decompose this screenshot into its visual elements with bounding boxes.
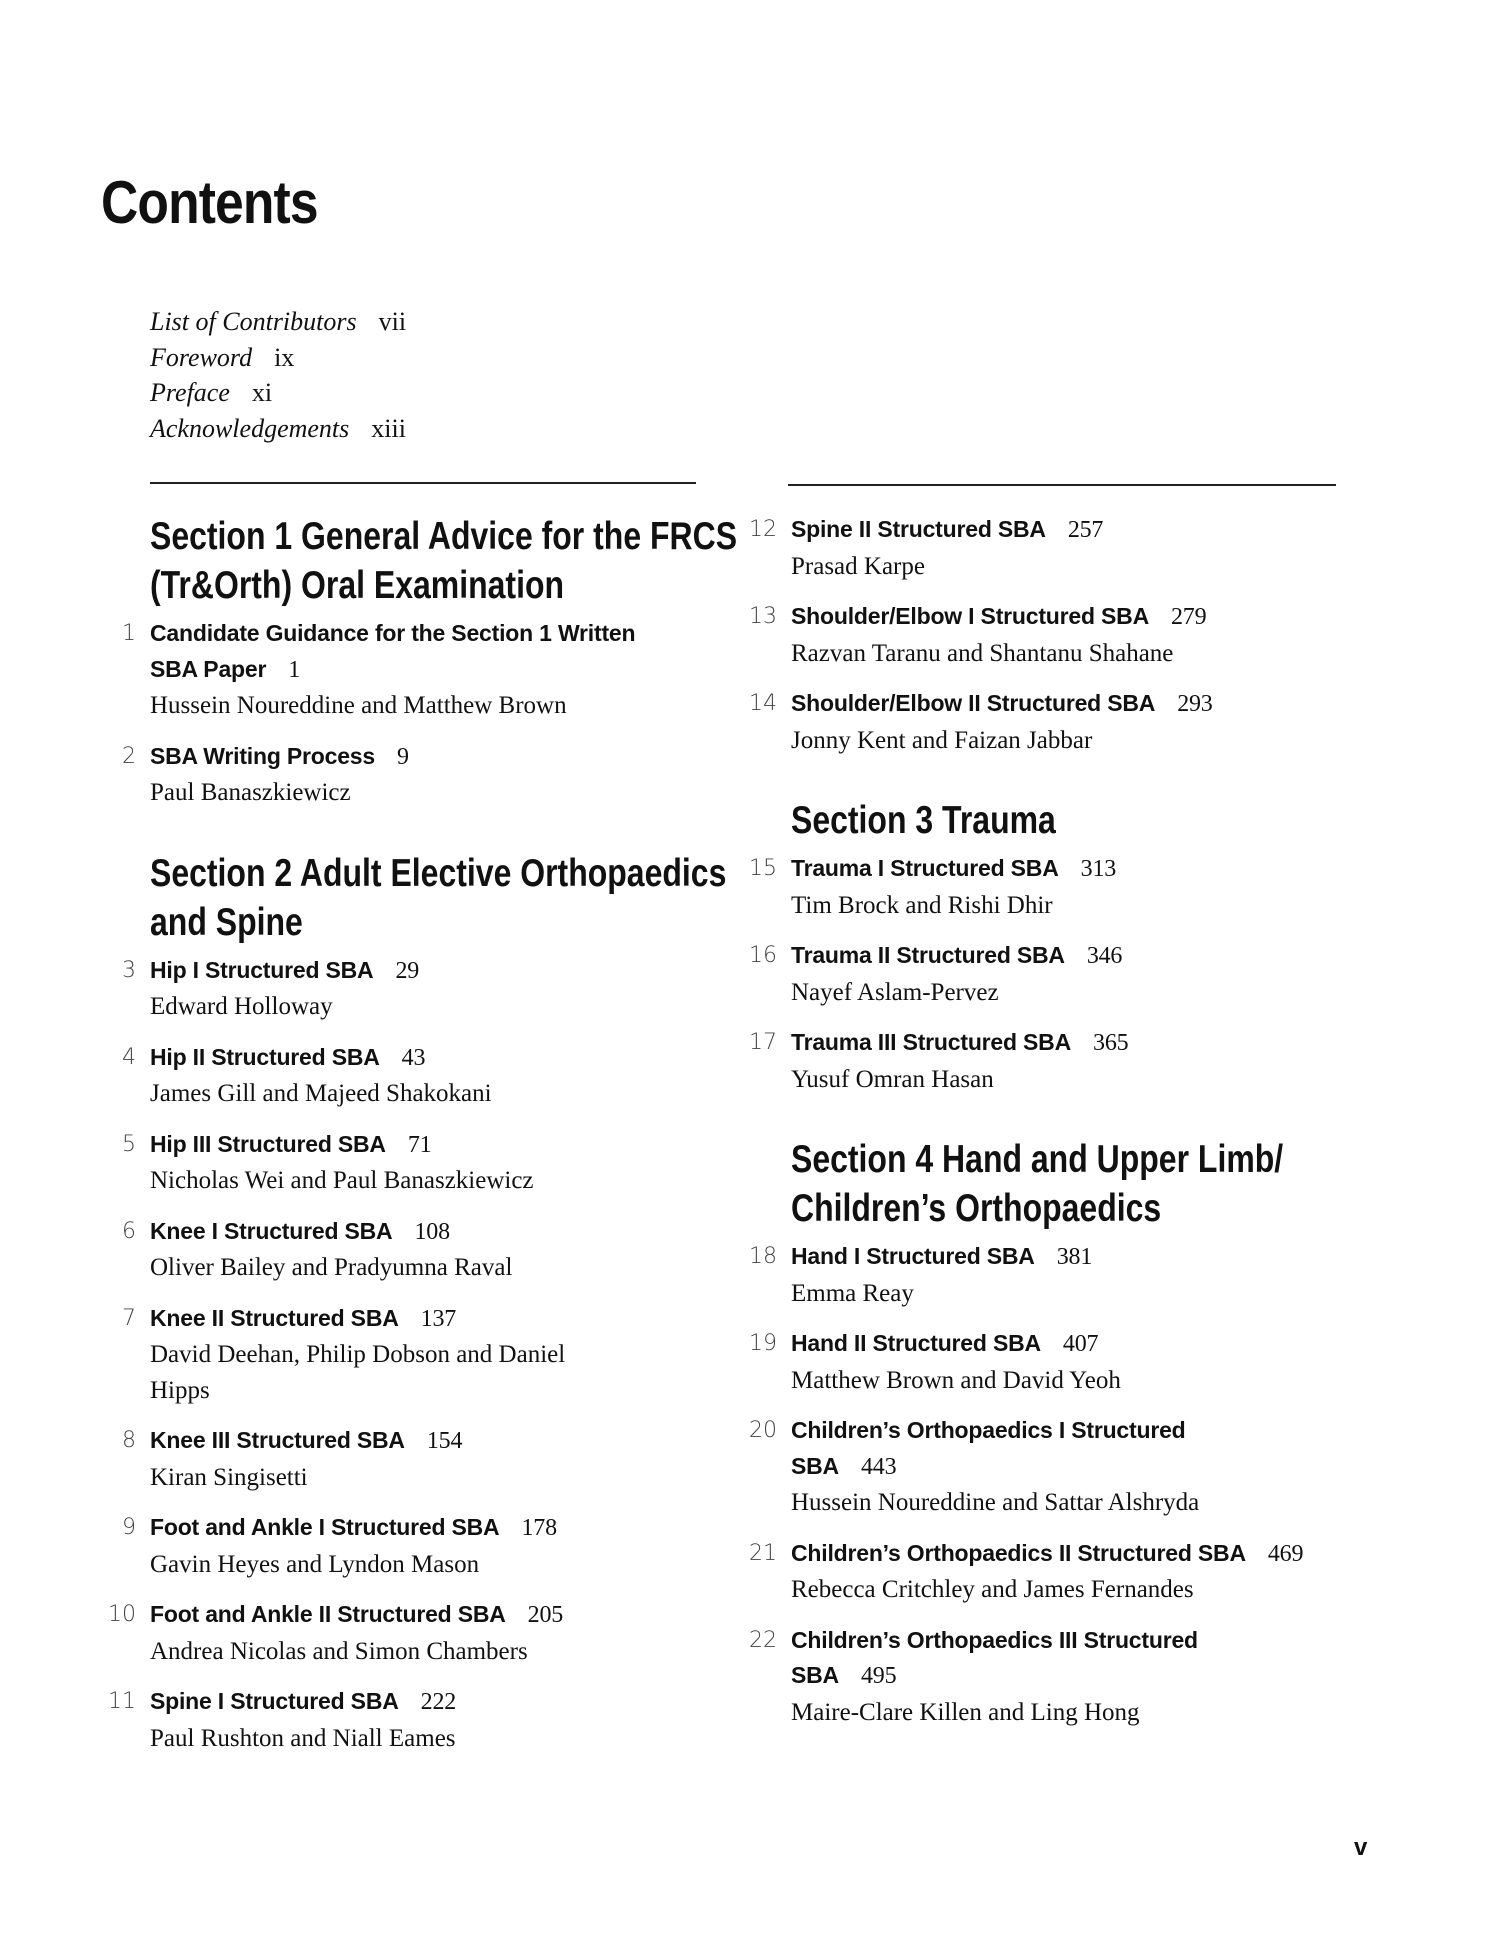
chapter-number: 3 xyxy=(122,957,136,983)
chapter-body xyxy=(150,1423,712,1495)
chapter-title[interactable]: Hand I Structured SBA xyxy=(791,1243,1035,1269)
chapter-authors: Hussein Noureddine and Matthew Brown xyxy=(150,692,567,719)
chapter-page: 293 xyxy=(1177,691,1213,717)
chapter-page: 365 xyxy=(1093,1030,1129,1056)
chapter-authors: James Gill and Majeed Shakokani xyxy=(150,1080,492,1107)
chapter-number: 6 xyxy=(122,1218,136,1244)
chapter-title-line xyxy=(150,616,712,688)
chapter-body xyxy=(791,1536,1353,1608)
contents-column-left xyxy=(92,512,738,1771)
section-heading: Section 3 Trauma xyxy=(791,799,1056,842)
chapter-title[interactable]: Hip I Structured SBA xyxy=(150,956,374,983)
chapter-number: 14 xyxy=(749,691,777,716)
chapter-number: 22 xyxy=(749,1627,777,1653)
chapter-title-line xyxy=(791,851,1353,888)
toc-entry[interactable] xyxy=(92,1214,712,1286)
chapter-page: 178 xyxy=(521,1515,557,1541)
toc-entry[interactable] xyxy=(733,1239,1353,1311)
section-heading: Section 1 General Advice for the FRCS (Tr&Orth) Oral Examination xyxy=(150,515,738,607)
chapter-number: 10 xyxy=(108,1602,136,1627)
chapter-page: 154 xyxy=(426,1428,463,1454)
chapter-number: 17 xyxy=(749,1030,777,1055)
chapter-title-line xyxy=(150,1127,712,1164)
chapter-title[interactable]: Candidate Guidance for the Section 1 Written SBA Paper xyxy=(150,620,636,682)
chapter-authors: Oliver Bailey and Pradyumna Raval xyxy=(150,1254,513,1281)
chapter-authors: Nicholas Wei and Paul Banaszkiewicz xyxy=(150,1167,534,1194)
chapter-title[interactable]: Spine II Structured SBA xyxy=(791,516,1046,542)
toc-entry[interactable] xyxy=(733,686,1353,758)
divider-right xyxy=(788,484,1336,486)
chapter-body xyxy=(791,1239,1353,1311)
chapter-body xyxy=(150,1597,712,1669)
section-heading: Section 4 Hand and Upper Limb/ Children’s Orthopaedics xyxy=(791,1138,1284,1230)
chapter-body xyxy=(791,1326,1353,1398)
chapter-page: 313 xyxy=(1080,856,1117,882)
chapter-title[interactable]: Children’s Orthopaedics I Structured SBA xyxy=(791,1417,1186,1479)
chapter-page: 443 xyxy=(860,1453,897,1480)
chapter-title[interactable]: Shoulder/Elbow I Structured SBA xyxy=(791,603,1149,629)
chapter-number: 2 xyxy=(122,743,136,769)
front-matter-label: List of Contributors xyxy=(150,307,357,336)
toc-entry[interactable] xyxy=(733,938,1353,1010)
chapter-page: 1 xyxy=(288,656,301,683)
chapter-authors: Hussein Noureddine and Sattar Alshryda xyxy=(791,1489,1200,1516)
chapter-title[interactable]: Knee I Structured SBA xyxy=(150,1217,393,1244)
chapter-authors: Yusuf Omran Hasan xyxy=(791,1065,994,1093)
chapter-number: 16 xyxy=(749,943,777,968)
chapter-number: 12 xyxy=(749,517,777,542)
front-matter-page: xi xyxy=(251,378,273,407)
toc-entry[interactable] xyxy=(92,1301,712,1409)
chapter-authors: Tim Brock and Rishi Dhir xyxy=(791,891,1053,919)
chapter-body xyxy=(150,1127,712,1199)
front-matter-label: Acknowledgements xyxy=(150,413,350,443)
chapter-body xyxy=(150,739,712,811)
front-matter-list xyxy=(150,304,406,446)
chapter-title-line xyxy=(791,1025,1353,1062)
chapter-authors: Andrea Nicolas and Simon Chambers xyxy=(150,1637,528,1665)
toc-entry[interactable] xyxy=(733,1536,1353,1608)
chapter-title-line xyxy=(150,953,712,990)
chapter-title-line xyxy=(150,1684,712,1721)
chapter-title-line xyxy=(150,1040,712,1077)
chapter-body xyxy=(150,1510,712,1582)
section-heading: Section 2 Adult Elective Orthopaedics and Spine xyxy=(150,851,727,944)
toc-entry[interactable] xyxy=(92,1510,712,1582)
chapter-title-line xyxy=(150,1597,712,1634)
chapter-number: 21 xyxy=(749,1540,777,1566)
chapter-title-line xyxy=(150,1301,712,1338)
chapter-title-line xyxy=(791,686,1353,723)
chapter-title-line xyxy=(791,1623,1353,1695)
chapter-title-line xyxy=(791,512,1353,549)
chapter-body xyxy=(150,1214,712,1286)
toc-entry[interactable] xyxy=(92,616,712,724)
chapter-title[interactable]: Children’s Orthopaedics II Structured SBA xyxy=(791,1539,1246,1566)
chapter-title-line xyxy=(791,938,1353,975)
chapter-number: 18 xyxy=(749,1244,777,1269)
chapter-page: 108 xyxy=(414,1218,450,1245)
chapter-number: 4 xyxy=(122,1044,136,1070)
chapter-page: 469 xyxy=(1267,1540,1304,1567)
chapter-title[interactable]: Hip III Structured SBA xyxy=(150,1130,386,1157)
chapter-authors: David Deehan, Philip Dobson and Daniel Hipps xyxy=(150,1341,566,1404)
chapter-page: 205 xyxy=(527,1602,564,1628)
chapter-title-line xyxy=(150,739,712,776)
toc-entry[interactable] xyxy=(92,1423,712,1495)
chapter-body xyxy=(150,1040,712,1112)
toc-entry[interactable] xyxy=(92,739,712,811)
chapter-title[interactable]: Foot and Ankle II Structured SBA xyxy=(150,1601,506,1627)
chapter-page: 43 xyxy=(401,1044,426,1071)
chapter-body xyxy=(791,938,1353,1010)
chapter-body xyxy=(150,1301,712,1409)
page-title: Contents xyxy=(101,169,318,236)
contents-column-right xyxy=(733,512,1353,1745)
chapter-page: 346 xyxy=(1086,943,1123,969)
page-number: v xyxy=(1354,1834,1368,1861)
chapter-page: 137 xyxy=(420,1305,457,1332)
chapter-body xyxy=(791,1623,1353,1731)
chapter-authors: Paul Banaszkiewicz xyxy=(150,779,351,806)
chapter-page: 279 xyxy=(1171,604,1207,630)
chapter-title[interactable]: Trauma III Structured SBA xyxy=(791,1029,1072,1055)
divider-left xyxy=(150,482,696,484)
chapter-body xyxy=(791,1413,1353,1521)
chapter-title-line xyxy=(791,1536,1353,1573)
chapter-authors: Edward Holloway xyxy=(150,993,333,1020)
toc-entry[interactable] xyxy=(733,851,1353,923)
chapter-number: 20 xyxy=(749,1418,777,1443)
chapter-authors: Gavin Heyes and Lyndon Mason xyxy=(150,1550,480,1578)
toc-entry[interactable] xyxy=(733,1623,1353,1731)
chapter-body xyxy=(791,851,1353,923)
chapter-authors: Kiran Singisetti xyxy=(150,1463,308,1491)
chapter-page: 381 xyxy=(1056,1244,1093,1270)
chapter-page: 9 xyxy=(396,743,409,770)
chapter-page: 257 xyxy=(1067,517,1104,543)
chapter-authors: Razvan Taranu and Shantanu Shahane xyxy=(791,639,1174,667)
front-matter-label: Preface xyxy=(150,378,230,407)
front-matter-page: vii xyxy=(378,307,407,336)
toc-entry[interactable] xyxy=(733,1326,1353,1398)
chapter-authors: Prasad Karpe xyxy=(791,552,925,580)
chapter-authors: Nayef Aslam-Pervez xyxy=(791,978,999,1006)
chapter-number: 1 xyxy=(122,621,136,646)
chapter-authors: Maire-Clare Killen and Ling Hong xyxy=(791,1698,1140,1726)
chapter-title-line xyxy=(150,1214,712,1251)
chapter-number: 19 xyxy=(749,1331,777,1356)
chapter-title[interactable]: Children’s Orthopaedics III Structured SBA xyxy=(791,1626,1198,1688)
toc-entry[interactable] xyxy=(733,512,1353,584)
toc-entry[interactable] xyxy=(92,953,712,1025)
toc-entry[interactable] xyxy=(733,1413,1353,1521)
chapter-page: 71 xyxy=(407,1131,432,1158)
chapter-body xyxy=(791,686,1353,758)
chapter-title[interactable]: Trauma II Structured SBA xyxy=(791,942,1065,968)
front-matter-label: Foreword xyxy=(150,342,253,372)
chapter-body xyxy=(150,1684,712,1756)
toc-entry[interactable] xyxy=(92,1684,712,1756)
chapter-page: 222 xyxy=(420,1689,457,1715)
chapter-body xyxy=(791,512,1353,584)
front-matter-item[interactable] xyxy=(150,375,406,411)
chapter-title[interactable]: Knee II Structured SBA xyxy=(150,1304,399,1331)
chapter-number: 5 xyxy=(122,1131,136,1157)
chapter-number: 8 xyxy=(122,1428,136,1453)
chapter-authors: Emma Reay xyxy=(791,1279,914,1307)
chapter-number: 7 xyxy=(122,1305,136,1331)
front-matter-page: xiii xyxy=(371,413,406,443)
chapter-body xyxy=(791,1025,1353,1097)
chapter-page: 407 xyxy=(1062,1331,1099,1357)
chapter-number: 15 xyxy=(749,856,777,881)
front-matter-item[interactable] xyxy=(150,411,406,447)
chapter-body xyxy=(150,953,712,1025)
chapter-title[interactable]: SBA Writing Process xyxy=(150,742,375,769)
chapter-authors: Jonny Kent and Faizan Jabbar xyxy=(791,726,1093,754)
toc-entry[interactable] xyxy=(92,1127,712,1199)
chapter-body xyxy=(791,599,1353,671)
chapter-title-line xyxy=(791,1326,1353,1363)
toc-entry[interactable] xyxy=(733,599,1353,671)
chapter-title[interactable]: Shoulder/Elbow II Structured SBA xyxy=(791,690,1156,716)
chapter-title-line xyxy=(791,1413,1353,1485)
chapter-title-line xyxy=(150,1423,712,1460)
toc-entry[interactable] xyxy=(92,1040,712,1112)
chapter-number: 13 xyxy=(749,604,777,629)
front-matter-item[interactable] xyxy=(150,340,406,376)
chapter-title[interactable]: Hip II Structured SBA xyxy=(150,1043,380,1070)
toc-entry[interactable] xyxy=(92,1597,712,1669)
chapter-body xyxy=(150,616,712,724)
chapter-page: 29 xyxy=(395,957,420,984)
chapter-title[interactable]: Knee III Structured SBA xyxy=(150,1427,405,1453)
chapter-authors: Rebecca Critchley and James Fernandes xyxy=(791,1576,1194,1603)
chapter-number: 11 xyxy=(108,1689,136,1714)
toc-entry[interactable] xyxy=(733,1025,1353,1097)
chapter-title[interactable]: Foot and Ankle I Structured SBA xyxy=(150,1514,500,1540)
chapter-title[interactable]: Trauma I Structured SBA xyxy=(791,855,1059,881)
front-matter-item[interactable] xyxy=(150,304,406,340)
chapter-title[interactable]: Hand II Structured SBA xyxy=(791,1330,1041,1356)
chapter-title-line xyxy=(791,599,1353,636)
chapter-title-line xyxy=(150,1510,712,1547)
chapter-authors: Paul Rushton and Niall Eames xyxy=(150,1724,456,1752)
chapter-number: 9 xyxy=(122,1515,136,1540)
front-matter-page: ix xyxy=(274,342,295,372)
chapter-authors: Matthew Brown and David Yeoh xyxy=(791,1366,1121,1394)
chapter-title-line xyxy=(791,1239,1353,1276)
chapter-title[interactable]: Spine I Structured SBA xyxy=(150,1688,399,1714)
chapter-page: 495 xyxy=(860,1663,897,1689)
